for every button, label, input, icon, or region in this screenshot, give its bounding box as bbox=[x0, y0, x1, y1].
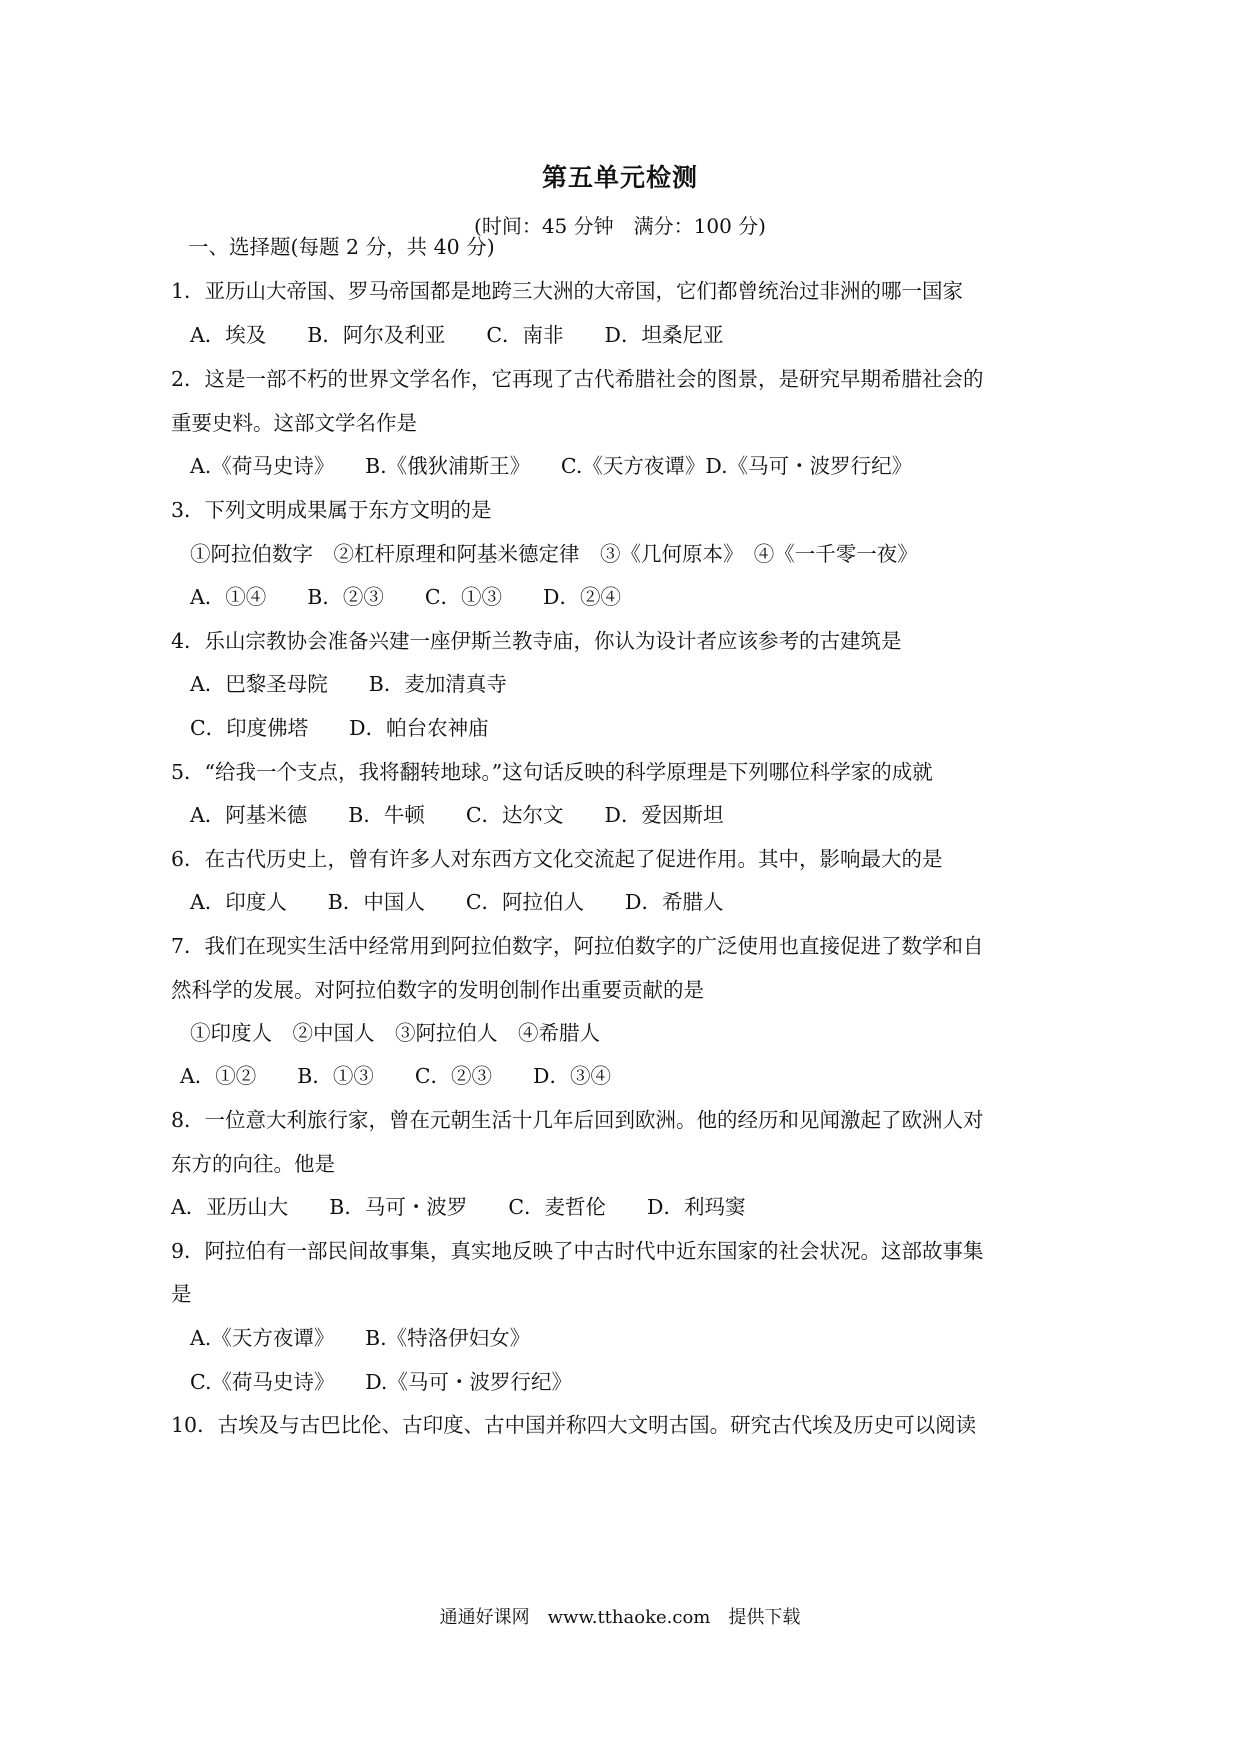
q2-stem-line1: 2．这是一部不朽的世界文学名作，它再现了古代希腊社会的图景，是研究早期希腊社会的 bbox=[171, 367, 984, 391]
q3-stem: 3．下列文明成果属于东方文明的是 bbox=[171, 498, 492, 522]
q8-stem-line1: 8．一位意大利旅行家，曾在元朝生活十几年后回到欧洲。他的经历和见闻激起了欧洲人对 bbox=[171, 1108, 984, 1132]
q2-stem-line2: 重要史料。这部文学名作是 bbox=[171, 411, 417, 435]
q7-options: A．①② B．①③ C．②③ D．③④ bbox=[180, 1064, 611, 1088]
q3-items: ①阿拉伯数字 ②杠杆原理和阿基米德定律 ③《几何原本》 ④《一千零一夜》 bbox=[190, 542, 918, 566]
q1-options: A．埃及 B．阿尔及利亚 C．南非 D．坦桑尼亚 bbox=[190, 323, 724, 347]
q4-options-line1: A．巴黎圣母院 B．麦加清真寺 bbox=[190, 672, 507, 696]
q4-options-line2: C．印度佛塔 D．帕台农神庙 bbox=[190, 716, 489, 740]
q5-stem: 5．“给我一个支点，我将翻转地球。”这句话反映的科学原理是下列哪位科学家的成就 bbox=[171, 760, 933, 784]
q9-stem-line2: 是 bbox=[171, 1282, 192, 1306]
q6-options: A．印度人 B．中国人 C．阿拉伯人 D．希腊人 bbox=[190, 890, 724, 914]
q8-options: A．亚历山大 B．马可・波罗 C．麦哲伦 D．利玛窦 bbox=[171, 1195, 746, 1219]
q7-stem-line1: 7．我们在现实生活中经常用到阿拉伯数字，阿拉伯数字的广泛使用也直接促进了数学和自 bbox=[171, 934, 984, 958]
section-heading: 一、选择题(每题 2 分，共 40 分) bbox=[188, 235, 495, 259]
q3-options: A．①④ B．②③ C．①③ D．②④ bbox=[190, 585, 621, 609]
q1-stem: 1．亚历山大帝国、罗马帝国都是地跨三大洲的大帝国，它们都曾统治过非洲的哪一国家 bbox=[171, 279, 964, 303]
q9-options-line2: C.《荷马史诗》 D.《马可・波罗行纪》 bbox=[190, 1370, 572, 1394]
page-title: 第五单元检测 bbox=[541, 163, 698, 192]
q8-stem-line2: 东方的向往。他是 bbox=[171, 1152, 335, 1176]
q10-stem: 10．古埃及与古巴比伦、古印度、古中国并称四大文明古国。研究古代埃及历史可以阅读 bbox=[171, 1413, 977, 1437]
q2-options: A.《荷马史诗》 B.《俄狄浦斯王》 C.《天方夜谭》D.《马可・波罗行纪》 bbox=[190, 454, 913, 478]
q7-items: ①印度人 ②中国人 ③阿拉伯人 ④希腊人 bbox=[190, 1021, 600, 1045]
footer-source: 通通好课网 www.tthaoke.com 提供下载 bbox=[439, 1607, 801, 1628]
exam-info: (时间：45 分钟 满分：100 分) bbox=[474, 214, 766, 238]
q9-stem-line1: 9．阿拉伯有一部民间故事集，真实地反映了中古时代中近东国家的社会状况。这部故事集 bbox=[171, 1239, 984, 1263]
q4-stem: 4．乐山宗教协会准备兴建一座伊斯兰教寺庙，你认为设计者应该参考的古建筑是 bbox=[171, 629, 902, 653]
q9-options-line1: A.《天方夜谭》 B.《特洛伊妇女》 bbox=[190, 1326, 531, 1350]
q7-stem-line2: 然科学的发展。对阿拉伯数字的发明创制作出重要贡献的是 bbox=[171, 978, 704, 1002]
q6-stem: 6．在古代历史上，曾有许多人对东西方文化交流起了促进作用。其中，影响最大的是 bbox=[171, 847, 943, 871]
q5-options: A．阿基米德 B．牛顿 C．达尔文 D．爱因斯坦 bbox=[190, 803, 724, 827]
